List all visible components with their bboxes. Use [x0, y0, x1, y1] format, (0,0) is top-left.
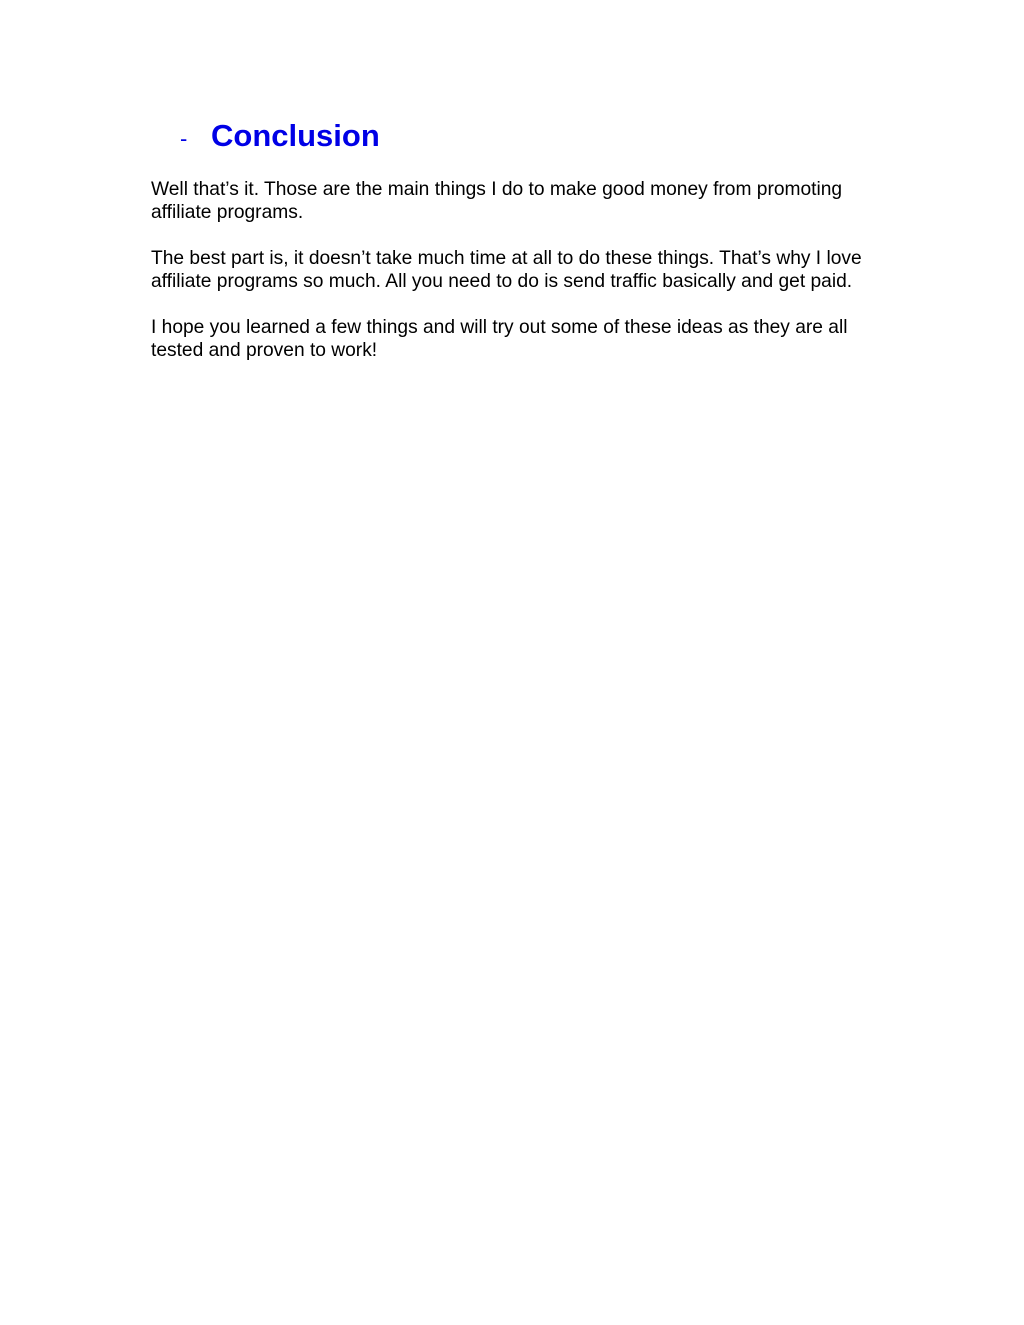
section-title: Conclusion [211, 118, 380, 153]
section-heading [180, 118, 380, 154]
paragraph: I hope you learned a few things and will try out some of these ideas as they are all tested and proven to work! [151, 317, 848, 361]
paragraph: Well that’s it. Those are the main things I do to make good money from promoting affiliate programs. [151, 179, 843, 223]
paragraph: The best part is, it doesn’t take much time at all to do these things. That’s why I love affiliate programs so much. All you need to do is send traffic basically and get paid. [151, 248, 862, 292]
body-text [151, 178, 871, 385]
heading-bullet: - [180, 126, 188, 151]
